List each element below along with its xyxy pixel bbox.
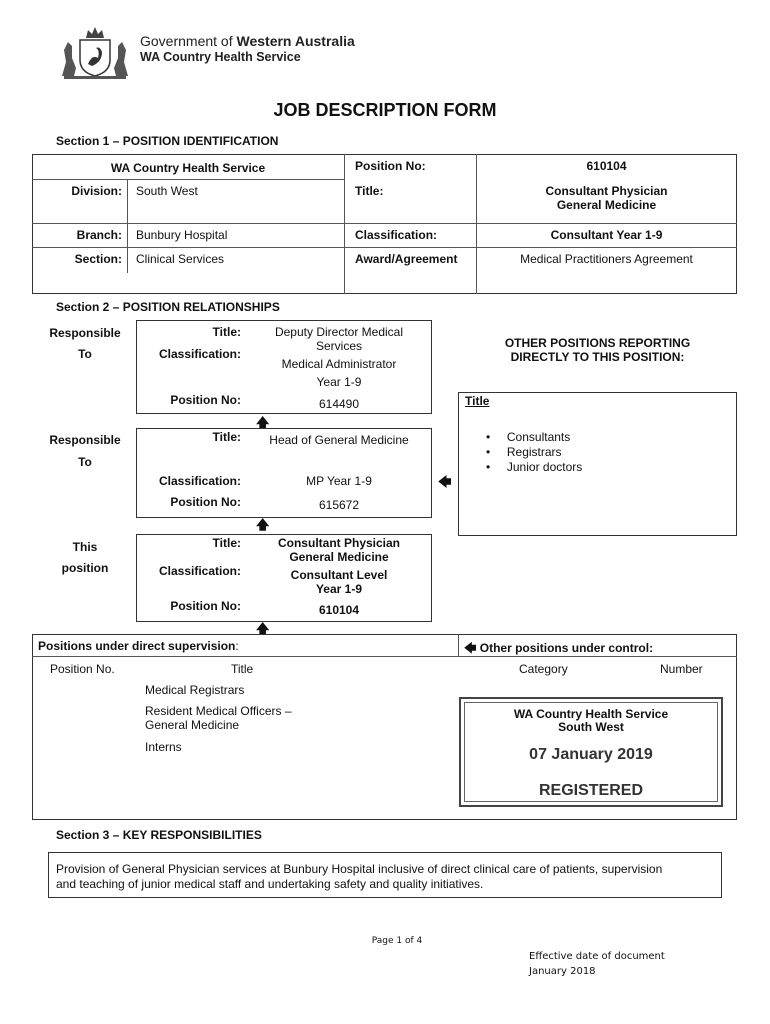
- col-position-no: Position No.: [50, 662, 115, 676]
- effective-date: January 2018: [529, 966, 596, 977]
- col-title: Title: [231, 662, 254, 676]
- box1-posno-label: Position No:: [170, 393, 241, 407]
- control-label: 🡄 Other positions under control:: [464, 641, 654, 655]
- supervised-item-2a: Resident Medical Officers –: [145, 704, 292, 718]
- division-value: South West: [136, 184, 198, 198]
- box1-class-label: Classification:: [158, 347, 241, 361]
- health-service-name: WA Country Health Service: [140, 50, 301, 64]
- other-heading-line1: OTHER POSITIONS REPORTING: [504, 336, 691, 350]
- gov-line1-bold: Western Australia: [236, 33, 355, 49]
- col-category: Category: [519, 662, 568, 676]
- box3-title-label: Title:: [212, 536, 241, 550]
- branch-value: Bunbury Hospital: [136, 228, 228, 242]
- box2-title-label: Title:: [212, 430, 241, 444]
- position-no-label: Position No:: [355, 159, 426, 173]
- section2-heading: Section 2 – POSITION RELATIONSHIPS: [56, 300, 280, 314]
- list-item: • Registrars: [486, 445, 562, 459]
- other-heading-line2: DIRECTLY TO THIS POSITION:: [510, 350, 685, 364]
- gov-line1-regular: Government of: [140, 33, 237, 49]
- arrow-up-1: 🡅: [256, 415, 270, 430]
- box3-class-line1: Consultant Level: [290, 568, 388, 582]
- box1-title-line2: Services: [315, 339, 362, 353]
- arrow-left-icon: 🡄: [438, 474, 452, 489]
- position-identification-table: [32, 154, 737, 294]
- other-positions-list: [486, 430, 582, 475]
- box3-posno-label: Position No:: [170, 599, 241, 613]
- org-name: WA Country Health Service: [110, 161, 266, 175]
- box2-title: Head of General Medicine: [269, 433, 409, 447]
- title-value-line2: General Medicine: [556, 198, 657, 212]
- responsible-to-2: To: [78, 455, 92, 469]
- box1-class-line1: Medical Administrator: [281, 357, 397, 371]
- box3-class-label: Classification:: [158, 564, 241, 578]
- arrow-left-small-icon: 🡄: [464, 641, 477, 655]
- list-item: • Junior doctors: [486, 460, 583, 474]
- box2-posno: 615672: [318, 498, 360, 512]
- section1-heading: Section 1 – POSITION IDENTIFICATION: [56, 134, 279, 148]
- government-name: [140, 33, 355, 49]
- supervised-item-3: Interns: [145, 740, 182, 754]
- award-label: Award/Agreement: [355, 252, 458, 266]
- box3-title-line1: Consultant Physician: [277, 536, 401, 550]
- section-label: Section:: [74, 252, 122, 266]
- responsibilities-line1: Provision of General Physician services at Bunbury Hospital inclusive of direct clinical care of patients, supervision: [56, 862, 663, 876]
- box1-class-line2: Year 1-9: [316, 375, 362, 389]
- stamp-status: REGISTERED: [538, 782, 643, 799]
- stamp-date: 07 January 2019: [529, 746, 653, 763]
- col-number: Number: [660, 662, 703, 676]
- box1-posno: 614490: [318, 397, 360, 411]
- supervised-item-2b: General Medicine: [145, 718, 240, 732]
- classification-label: Classification:: [355, 228, 438, 242]
- position-label: position: [61, 561, 109, 575]
- effective-date-label: Effective date of document: [529, 951, 665, 962]
- list-item: • Consultants: [486, 430, 571, 444]
- arrow-up-3: 🡅: [256, 621, 270, 636]
- section-value: Clinical Services: [136, 252, 225, 266]
- form-title: JOB DESCRIPTION FORM: [273, 100, 497, 120]
- wa-crest-logo: [56, 24, 134, 80]
- box1-title-line1: Deputy Director Medical: [274, 325, 404, 339]
- box3-title-line2: General Medicine: [289, 550, 389, 564]
- award-value: Medical Practitioners Agreement: [520, 252, 693, 266]
- supervision-label: Positions under direct supervision:: [38, 639, 239, 653]
- arrow-up-2: 🡅: [256, 517, 270, 532]
- responsible-to-1: To: [78, 347, 92, 361]
- box3-posno: 610104: [318, 603, 360, 617]
- box3-class-line2: Year 1-9: [315, 582, 363, 596]
- box2-class: MP Year 1-9: [306, 474, 372, 488]
- stamp-org-line1: WA Country Health Service: [513, 707, 669, 721]
- responsible-label-1: Responsible: [49, 326, 121, 340]
- title-label: Title:: [355, 184, 384, 198]
- page-number: Page 1 of 4: [371, 936, 423, 946]
- this-label: This: [72, 540, 98, 554]
- box2-posno-label: Position No:: [170, 495, 241, 509]
- other-title-label: Title: [465, 394, 490, 408]
- section3-heading: Section 3 – KEY RESPONSIBILITIES: [56, 828, 262, 842]
- classification-value: Consultant Year 1-9: [550, 228, 663, 242]
- branch-label: Branch:: [76, 228, 122, 242]
- position-no-value: 610104: [586, 159, 627, 173]
- supervised-item-1: Medical Registrars: [145, 683, 245, 697]
- stamp-org-line2: South West: [558, 720, 624, 734]
- responsible-label-2: Responsible: [49, 433, 121, 447]
- box2-class-label: Classification:: [158, 474, 241, 488]
- responsibilities-line2: and teaching of junior medical staff and undertaking safety and quality initiatives.: [56, 877, 484, 891]
- division-label: Division:: [71, 184, 122, 198]
- box1-title-label: Title:: [212, 325, 241, 339]
- title-value-line1: Consultant Physician: [545, 184, 668, 198]
